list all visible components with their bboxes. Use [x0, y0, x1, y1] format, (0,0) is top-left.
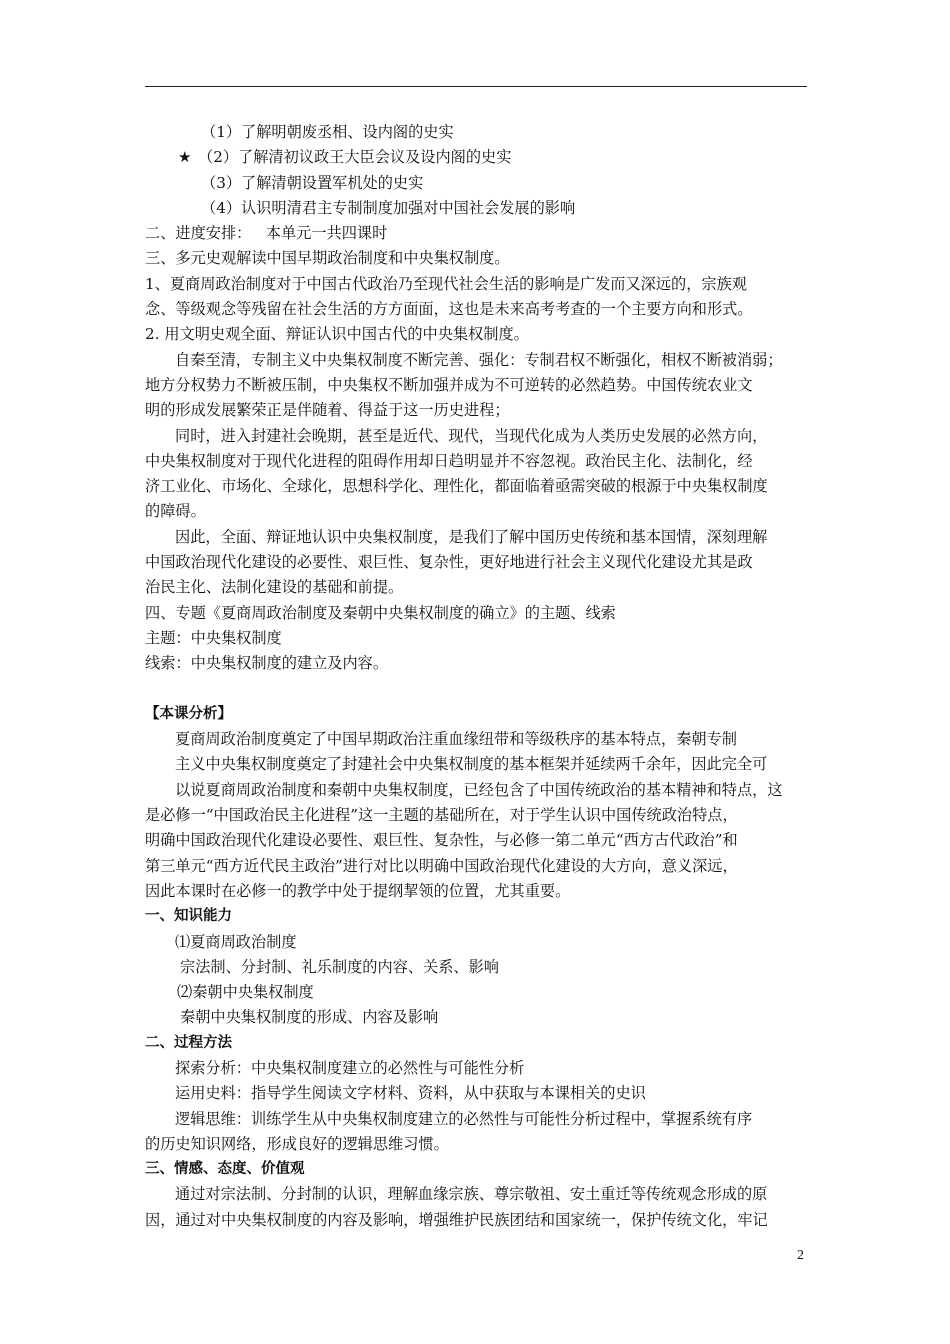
para-b-line-1: 同时，进入封建社会晚期，甚至是近代、现代，当现代化成为人类历史发展的必然方向， [175, 426, 768, 445]
emotion-line-2: 因，通过对中央集权制度的内容及影响，增强维护民族团结和国家统一，保护传统文化，牢记 [145, 1210, 768, 1229]
star-icon: ★ [178, 148, 192, 167]
para-a-line-2: 地方分权势力不断被压制，中央集权不断加强并成为不可逆转的必然趋势。中国传统农业文 [145, 375, 753, 394]
analysis-line-1: 夏商周政治制度奠定了中国早期政治注重血缘纽带和等级秩序的基本特点，秦朝专制 [175, 730, 737, 749]
analysis-line-2: 主义中央集权制度奠定了封建社会中央集权制度的基本框架并延续两千余年，因此完全可 [175, 755, 768, 774]
para-a-line-1: 自秦至清，专制主义中央集权制度不断完善、强化：专制君权不断强化，相权不断被消弱； [175, 350, 783, 369]
knowledge-item-4: 秦朝中央集权制度的形成、内容及影响 [180, 1008, 439, 1027]
objective-2 [145, 145, 807, 170]
point1-line-2: 念、等级观念等残留在社会生活的方方面面，这也是未来高考考查的一个主要方向和形式。 [145, 300, 753, 319]
page-number: 2 [797, 1248, 804, 1263]
analysis-line-5: 明确中国政治现代化建设必要性、艰巨性、复杂性，与必修一第二单元“西方古代政治”和 [145, 831, 738, 850]
document-body [145, 120, 807, 1233]
objective-1: （1）了解明朝废丞相、设内阁的史实 [201, 123, 454, 141]
process-item-4: 的历史知识网络，形成良好的逻辑思维习惯。 [145, 1134, 449, 1153]
knowledge-item-1: ⑴夏商周政治制度 [175, 932, 297, 951]
analysis-line-7: 因此本课时在必修一的教学中处于提纲挈领的位置，尤其重要。 [145, 881, 571, 900]
process-item-3: 逻辑思维：训练学生从中央集权制度建立的必然性与可能性分析过程中，掌握系统有序 [175, 1109, 753, 1128]
para-a-line-3: 明的形成发展繁荣正是伴随着、得益于这一历史进程； [145, 401, 510, 420]
para-b-line-4: 的障碍。 [145, 502, 206, 521]
objective-4: （4）认识明清君主专制制度加强对中国社会发展的影响 [201, 198, 576, 217]
process-heading: 二、过程方法 [145, 1034, 232, 1051]
objective-2-text: （2）了解清初议政王大臣会议及设内阁的史实 [198, 148, 512, 167]
theme-line: 主题：中央集权制度 [145, 628, 282, 647]
para-c-line-2: 中国政治现代化建设的必要性、艰巨性、复杂性，更好地进行社会主义现代化建设尤其是政 [145, 553, 753, 572]
knowledge-item-2: 宗法制、分封制、礼乐制度的内容、关系、影响 [180, 957, 499, 976]
para-c-line-3: 治民主化、法制化建设的基础和前提。 [145, 578, 404, 597]
header-rule [145, 86, 807, 87]
objective-3: （3）了解清朝设置军机处的史实 [201, 173, 424, 192]
knowledge-heading: 一、知识能力 [145, 908, 232, 925]
para-b-line-2: 中央集权制度对于现代化进程的阻碍作用却日趋明显并不容忽视。政治民主化、法制化，经 [145, 451, 753, 470]
para-c-line-1: 因此，全面、辩证地认识中央集权制度，是我们了解中国历史传统和基本国情，深刻理解 [175, 527, 768, 546]
clue-line: 线索：中央集权制度的建立及内容。 [145, 654, 388, 673]
emotion-heading: 三、情感、态度、价值观 [145, 1161, 305, 1178]
analysis-line-6: 第三单元“西方近代民主政治”进行对比以明确中国政治现代化建设的大方向，意义深远， [145, 856, 738, 875]
para-b-line-3: 济工业化、市场化、全球化，思想科学化、理性化，都面临着亟需突破的根源于中央集权制度 [145, 477, 768, 496]
schedule-line: 二、进度安排： 本单元一共四课时 [145, 224, 388, 243]
section3-title: 三、多元史观解读中国早期政治制度和中央集权制度。 [145, 249, 510, 268]
emotion-line-1: 通过对宗法制、分封制的认识，理解血缘宗族、尊宗敬祖、安土重迁等传统观念形成的原 [175, 1185, 768, 1204]
process-item-1: 探索分析：中央集权制度建立的必然性与可能性分析 [175, 1058, 525, 1077]
point1-line-1: 1、夏商周政治制度对于中国古代政治乃至现代社会生活的影响是广发而又深远的，宗族观 [145, 274, 747, 293]
analysis-line-3: 以说夏商周政治制度和秦朝中央集权制度，已经包含了中国传统政治的基本精神和特点，这 [175, 780, 783, 799]
blank-gap [145, 677, 807, 702]
section4-title: 四、专题《夏商周政治制度及秦朝中央集权制度的确立》的主题、线索 [145, 603, 616, 622]
knowledge-item-3: ⑵秦朝中央集权制度 [177, 983, 314, 1002]
point2-title: 2. 用文明史观全面、辩证认识中国古代的中央集权制度。 [145, 325, 529, 344]
analysis-heading: 【本课分析】 [145, 705, 232, 722]
analysis-line-4: 是必修一“中国政治民主化进程”这一主题的基础所在，对于学生认识中国传统政治特点， [145, 806, 738, 825]
process-item-2: 运用史料：指导学生阅读文字材料、资料，从中获取与本课相关的史识 [175, 1084, 646, 1103]
